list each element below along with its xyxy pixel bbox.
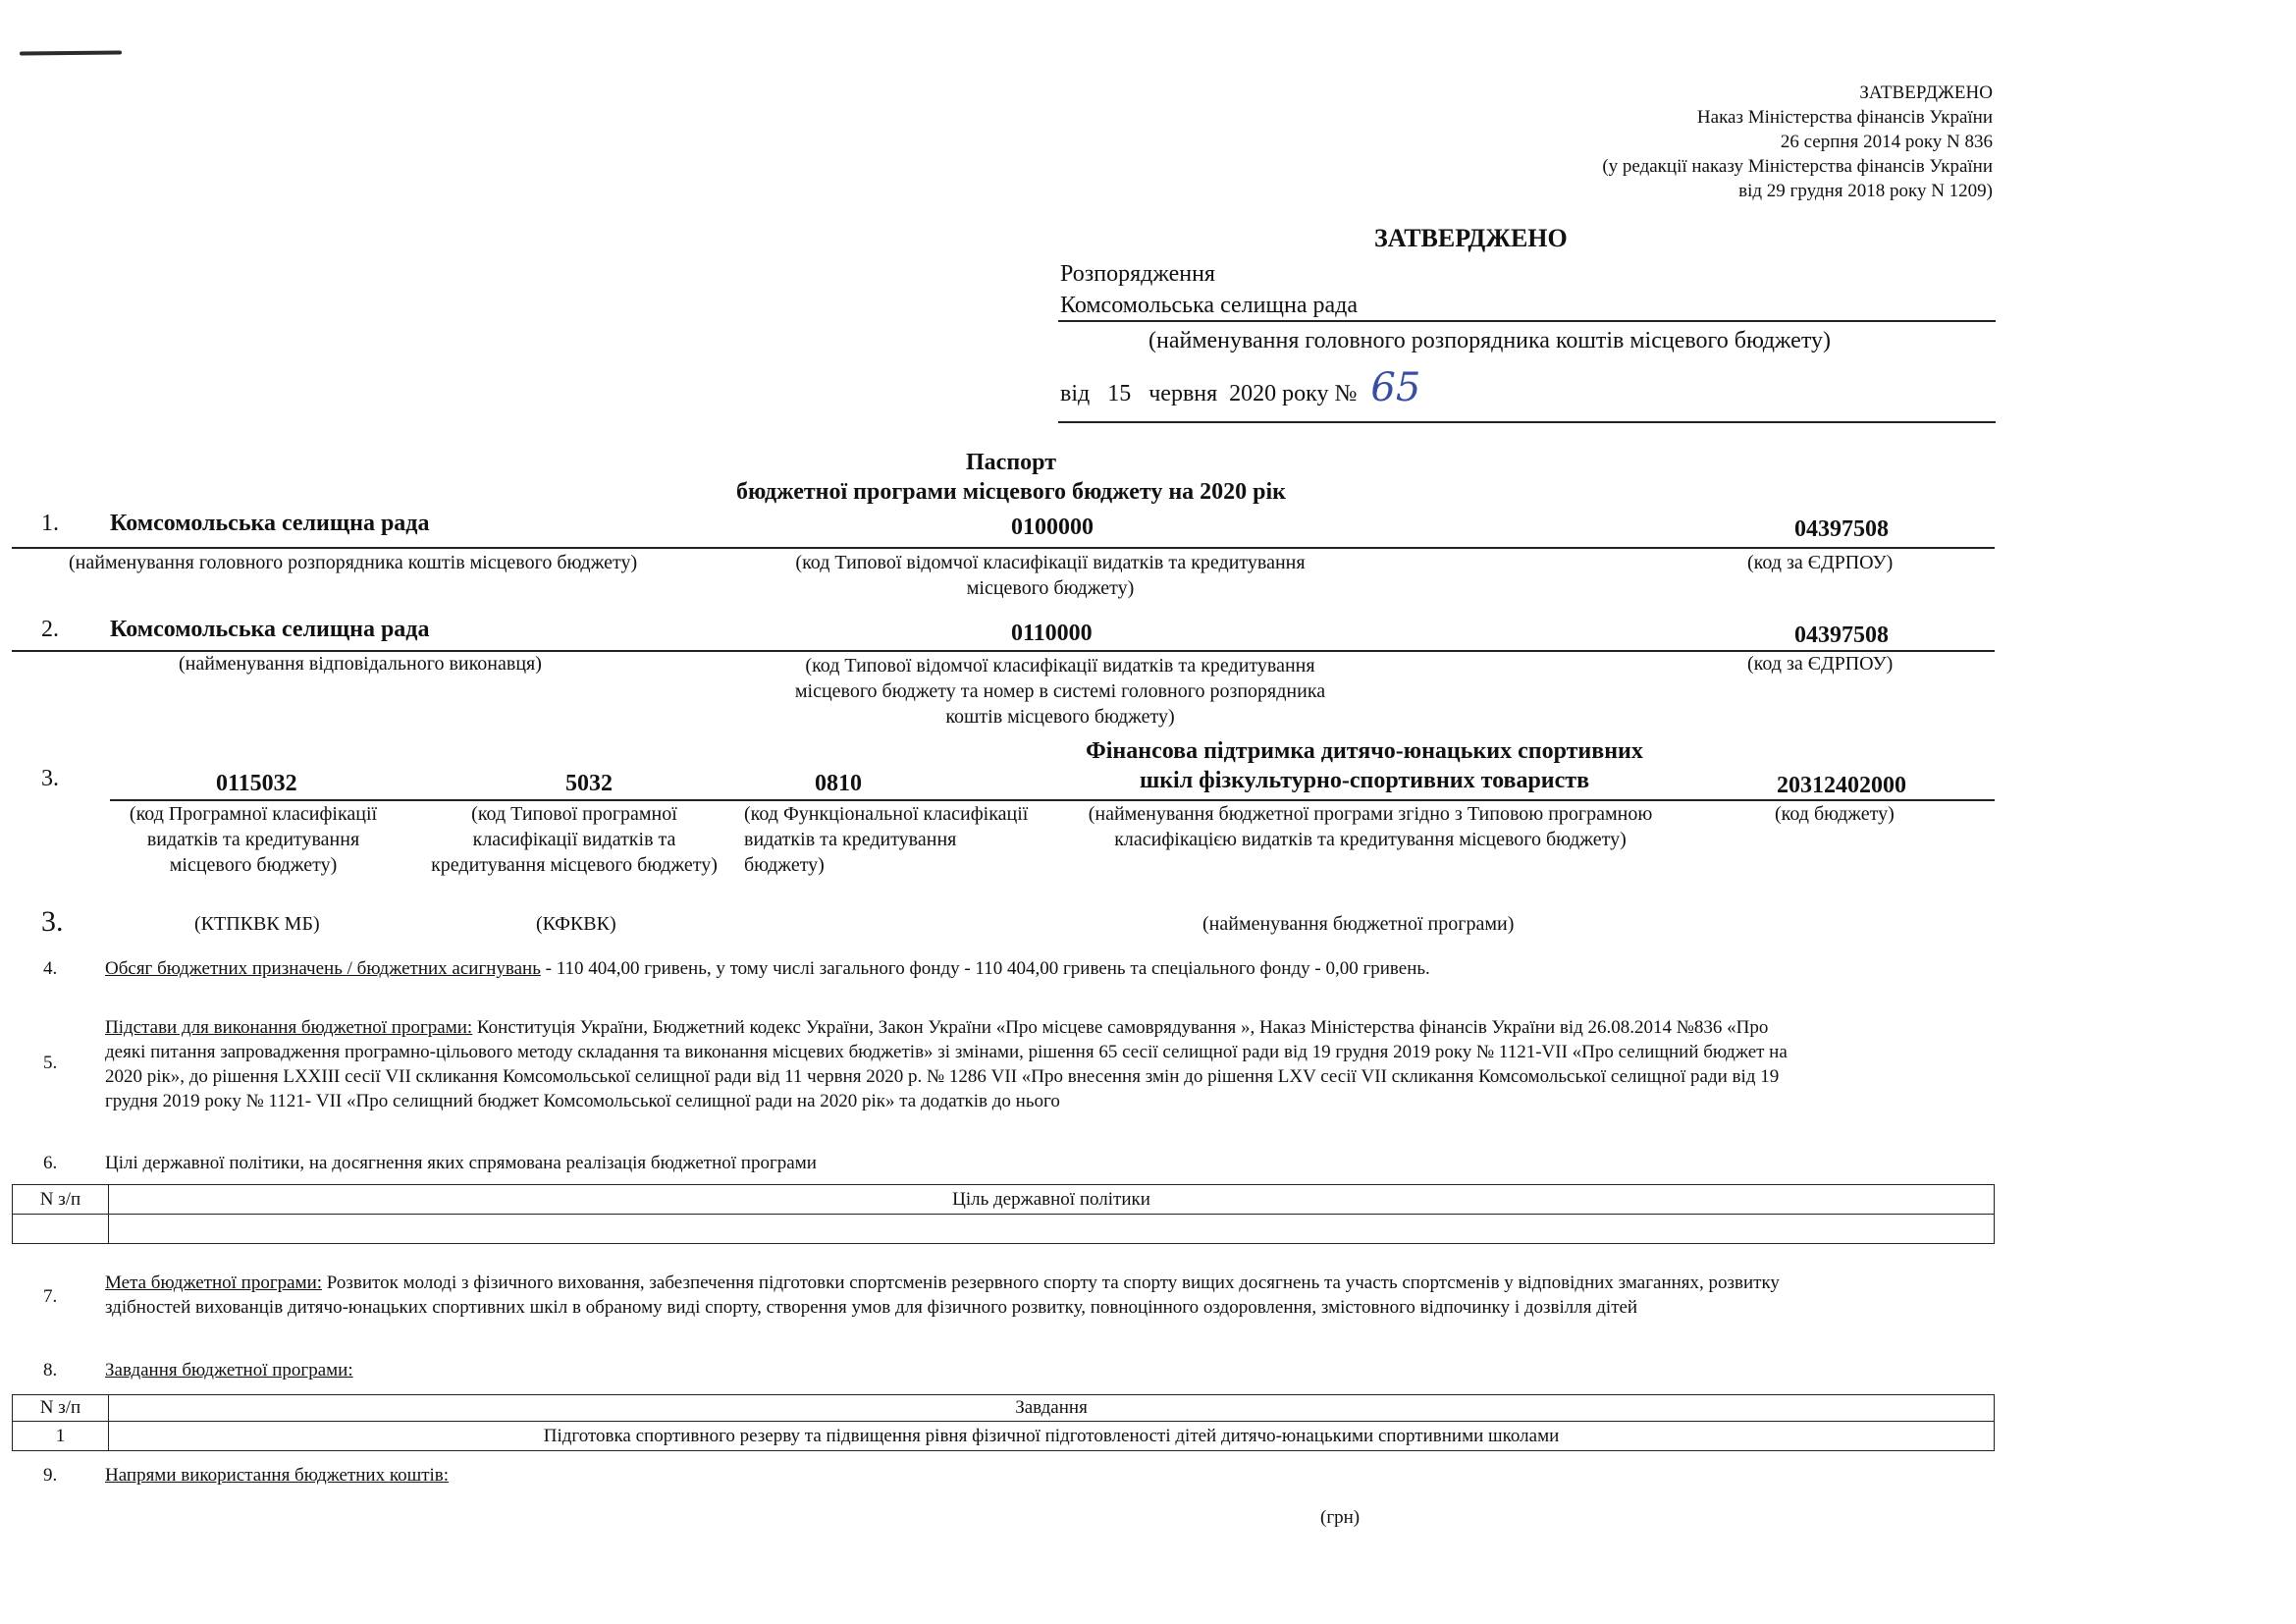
item7-text [105, 1271, 1990, 1320]
item9-label: Напрями використання бюджетних коштів: [105, 1465, 450, 1486]
approval-top-block [1472, 81, 1993, 203]
approval-date-month: червня [1148, 381, 1218, 406]
row1-underline [12, 547, 1995, 549]
approval-top-line3: 26 серпня 2014 року N 836 [1780, 132, 1993, 152]
row3-caption-ktpkvk-line1: (код Програмної класифікації [129, 803, 378, 825]
approval-date-prefix: від [1060, 381, 1091, 406]
row3b-fkvk: (КФКВК) [536, 913, 616, 935]
row1-caption-edrpou: (код за ЄДРПОУ) [1747, 552, 1894, 573]
row3-budget-code: 20312402000 [1777, 773, 1906, 798]
approval-date-year: 2020 року № [1229, 381, 1358, 406]
row1-caption-code-line1: (код Типової відомчої класифікації видатків та кредитування [795, 552, 1306, 573]
item7-label: Мета бюджетної програми: [105, 1272, 323, 1293]
goals-empty-cell-goal [109, 1215, 1995, 1244]
item5-line1: Конституція України, Бюджетний кодекс України, Закон України «Про місцеве самоврядування », Наказ Міністерства фінансів України від 26.08.2014 №836 «Про [472, 1017, 1769, 1038]
approval-top-line1: ЗАТВЕРДЖЕНО [1859, 82, 1993, 103]
row3-caption-program [1056, 801, 1684, 852]
item9-number: 9. [43, 1465, 58, 1486]
tasks-col-task: Завдання [109, 1395, 1995, 1422]
row2-caption-code [746, 653, 1374, 730]
goals-table [12, 1184, 1995, 1244]
item6-text: Цілі державної політики, на досягнення яких спрямована реалізація бюджетної програми [105, 1153, 817, 1173]
row1-caption-code-line2: місцевого бюджету) [966, 577, 1135, 599]
row3b-program: (найменування бюджетної програми) [1202, 913, 1515, 935]
row2-number: 2. [41, 617, 59, 642]
item4-label: Обсяг бюджетних призначень / бюджетних асигнувань [105, 958, 541, 979]
tasks-row-number: 1 [13, 1422, 109, 1451]
row3b-ktpkvk: (КТПКВК МБ) [194, 913, 320, 935]
row3-program-name-line2: шкіл фізкультурно-спортивних товариств [1139, 768, 1590, 793]
item5-line4: грудня 2019 року № 1121- VII «Про селищний бюджет Комсомольської селищної ради на 2020 рік» та додатків до нього [105, 1091, 1060, 1111]
row1-code: 0100000 [1011, 514, 1094, 540]
row3-number: 3. [41, 766, 59, 791]
item8-label: Завдання бюджетної програми: [105, 1360, 353, 1380]
row2-caption-code-line2: місцевого бюджету та номер в системі головного розпорядника [794, 680, 1326, 702]
approval-date-line [1060, 365, 1421, 410]
approval-org-caption: (найменування головного розпорядника коштів місцевого бюджету) [1148, 328, 1831, 353]
item7-line2: здібностей вихованців дитячо-юнацьких спортивних шкіл в обраному виді спорту, створення умов для фізичного розвитку, повноцінного оздоровлення, змістовного відпочинку і дозвілля дітей [105, 1297, 1638, 1318]
row3-caption-ktpkvk-line3: місцевого бюджету) [169, 854, 338, 876]
row3-caption-ktpkvk [106, 801, 400, 878]
tasks-row-text: Підготовка спортивного резерву та підвищення рівня фізичної підготовленості дітей дитячо-юнацькими спортивними школами [109, 1422, 1995, 1451]
row3-caption-tpkvk-line1: (код Типової програмної [471, 803, 677, 825]
approval-org: Комсомольська селищна рада [1060, 293, 1358, 318]
row3-caption-tpkvk-line2: класифікації видатків та [472, 829, 676, 850]
goals-table-header [13, 1185, 1995, 1215]
item5-number: 5. [43, 1053, 58, 1073]
item7-line1: Розвиток молоді з фізичного виховання, забезпечення підготовки спортсменів резервного спорту та спорту вищих досягнень та участь спортсменів у відповідних змаганнях, розвитку [322, 1272, 1780, 1293]
approval-main-title: ЗАТВЕРДЖЕНО [1374, 224, 1568, 252]
approval-top-line2: Наказ Міністерства фінансів України [1696, 107, 1993, 128]
row3-caption-program-line2: класифікацією видатків та кредитування місцевого бюджету) [1114, 829, 1627, 850]
pen-mark [20, 50, 122, 55]
approval-doc-type: Розпорядження [1060, 261, 1215, 287]
tasks-table [12, 1394, 1995, 1451]
row3-program-name-line1: Фінансова підтримка дитячо-юнацьких спортивних [1086, 738, 1643, 764]
row3-caption-fkvk-line2: видатків та кредитування [744, 829, 957, 850]
passport-title: Паспорт [966, 450, 1056, 475]
goals-table-empty-row [13, 1215, 1995, 1244]
item5-line2: деякі питання запровадження програмно-цільового методу складання та виконання місцевих бюджетів» зі змінами, рішення 65 сесії селищної ради від 19 грудня 2019 року № 1121-VII «Про селищний бюджет на [105, 1042, 1788, 1062]
approval-date-day: 15 [1107, 381, 1132, 406]
passport-subtitle: бюджетної програми місцевого бюджету на 2020 рік [736, 479, 1286, 505]
row2-caption-code-line1: (код Типової відомчої класифікації видатків та кредитування [805, 655, 1315, 677]
item8-number: 8. [43, 1360, 58, 1380]
row1-edrpou: 04397508 [1794, 516, 1889, 542]
row3-caption-tpkvk-line3: кредитування місцевого бюджету) [431, 854, 718, 876]
approval-org-underline [1058, 320, 1996, 322]
row3-caption-budget: (код бюджету) [1775, 803, 1895, 825]
item4-value: - 110 404,00 гривень, у тому числі загального фонду - 110 404,00 гривень та спеціального фонду - 0,00 гривень. [540, 958, 1430, 979]
goals-col-goal: Ціль державної політики [109, 1185, 1995, 1215]
tasks-col-number: N з/п [13, 1395, 109, 1422]
item4-text [105, 956, 1430, 981]
approval-top-line4: (у редакції наказу Міністерства фінансів України [1602, 156, 1993, 177]
row3-caption-fkvk [744, 801, 1058, 878]
row3-tpkvk: 5032 [565, 771, 613, 796]
row3-caption-fkvk-line3: бюджету) [744, 854, 825, 876]
item5-text [105, 1015, 1990, 1113]
row3-caption-fkvk-line1: (код Функціональної класифікації [744, 803, 1029, 825]
row1-number: 1. [41, 511, 59, 536]
goals-col-number: N з/п [13, 1185, 109, 1215]
row2-caption-edrpou: (код за ЄДРПОУ) [1747, 653, 1894, 675]
approval-date-underline [1058, 421, 1996, 423]
row2-caption-name: (найменування відповідального виконавця) [179, 653, 542, 675]
row3b-number: 3. [41, 905, 64, 938]
row3-program-name [1041, 736, 1688, 795]
row2-name: Комсомольська селищна рада [110, 617, 430, 642]
row2-caption-code-line3: коштів місцевого бюджету) [945, 706, 1175, 728]
approval-number-handwritten: 65 [1370, 365, 1421, 410]
goals-empty-cell-number [13, 1215, 109, 1244]
item6-number: 6. [43, 1153, 58, 1173]
table-row [13, 1422, 1995, 1451]
row2-code: 0110000 [1011, 621, 1093, 646]
row1-caption-name: (найменування головного розпорядника коштів місцевого бюджету) [69, 552, 638, 573]
item5-line3: 2020 рік», до рішення LXXIII сесії VII скликання Комсомольської селищної ради від 11 червня 2020 р. № 1286 VII «Про внесення змін до рішення LXV сесії VII скликання Комсомольської селищної ради від 19 [105, 1066, 1780, 1087]
row2-edrpou: 04397508 [1794, 623, 1889, 648]
row3-ktpkvk: 0115032 [216, 771, 297, 796]
item5-label: Підстави для виконання бюджетної програми: [105, 1017, 473, 1038]
row1-name: Комсомольська селищна рада [110, 511, 430, 536]
row3-caption-tpkvk [412, 801, 736, 878]
item7-number: 7. [43, 1286, 58, 1307]
row3-caption-ktpkvk-line2: видатків та кредитування [146, 829, 360, 850]
item4-number: 4. [43, 958, 58, 979]
row3-fkvk: 0810 [815, 771, 862, 796]
approval-top-line5: від 29 грудня 2018 року N 1209) [1738, 181, 1993, 201]
row1-caption-code [726, 550, 1374, 601]
item9-unit: (грн) [1320, 1507, 1361, 1528]
tasks-table-header [13, 1395, 1995, 1422]
row3-caption-program-line1: (найменування бюджетної програми згідно з Типовою програмною [1088, 803, 1653, 825]
